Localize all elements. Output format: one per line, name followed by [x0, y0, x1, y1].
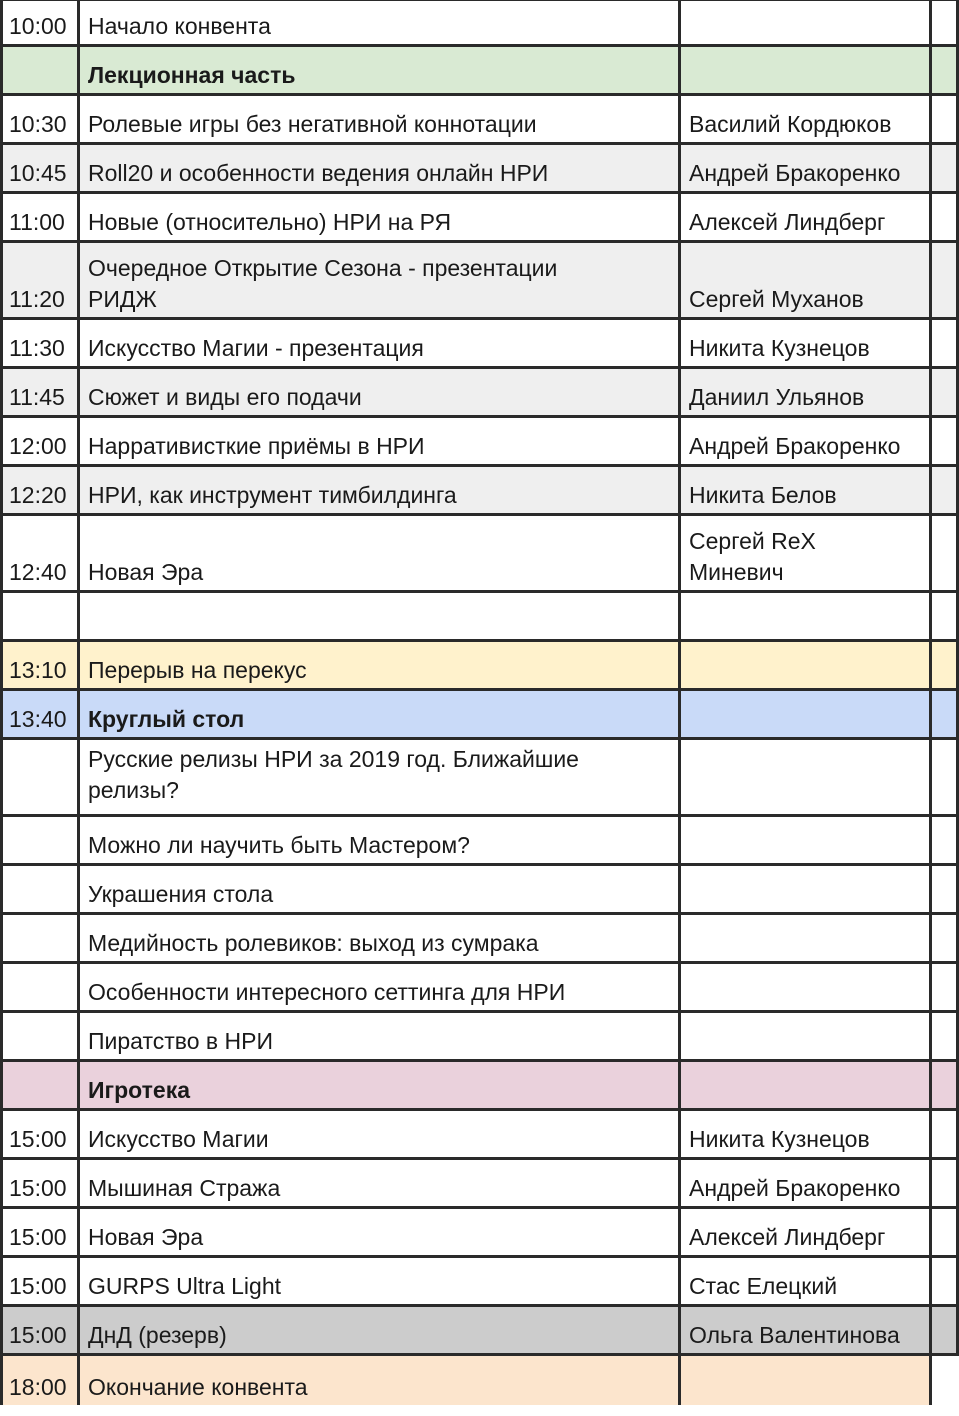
time-cell[interactable] — [0, 740, 77, 814]
section-title-cell[interactable]: Круглый стол — [77, 691, 678, 737]
title-cell[interactable]: Очередное Открытие Сезона - презентации РИДЖ — [77, 243, 678, 317]
title-cell[interactable]: Roll20 и особенности ведения онлайн НРИ — [77, 145, 678, 191]
title-cell[interactable]: Можно ли научить быть Мастером? — [77, 817, 678, 863]
extra-cell[interactable] — [929, 1307, 959, 1353]
speaker-cell[interactable] — [678, 740, 929, 814]
speaker-cell[interactable]: Никита Кузнецов — [678, 320, 929, 366]
table-row — [0, 1356, 959, 1405]
table-row — [0, 320, 959, 369]
speaker-cell[interactable] — [678, 47, 929, 93]
section-row-gamelibrary — [0, 1062, 959, 1111]
extra-cell[interactable] — [929, 1, 959, 44]
speaker-cell[interactable]: Стас Елецкий — [678, 1258, 929, 1304]
title-cell[interactable]: Перерыв на перекус — [77, 642, 678, 688]
extra-cell[interactable] — [929, 369, 959, 415]
speaker-cell[interactable] — [678, 1013, 929, 1059]
speaker-cell[interactable] — [678, 964, 929, 1010]
speaker-cell[interactable] — [678, 593, 929, 639]
extra-cell[interactable] — [929, 1062, 959, 1108]
title-cell[interactable]: Новая Эра — [77, 516, 678, 590]
speaker-cell[interactable] — [678, 1356, 929, 1405]
speaker-cell[interactable]: Сергей ReX Миневич — [678, 516, 929, 590]
title-cell[interactable]: Окончание конвента — [77, 1356, 678, 1405]
table-row — [0, 369, 959, 418]
extra-cell[interactable] — [929, 1013, 959, 1059]
speaker-cell[interactable] — [678, 1, 929, 44]
speaker-cell[interactable] — [678, 817, 929, 863]
extra-cell[interactable] — [929, 96, 959, 142]
time-cell[interactable] — [0, 866, 77, 912]
time-cell[interactable]: 11:30 — [0, 320, 77, 366]
time-cell[interactable]: 12:00 — [0, 418, 77, 464]
title-cell[interactable]: Сюжет и виды его подачи — [77, 369, 678, 415]
title-cell[interactable]: Пиратство в НРИ — [77, 1013, 678, 1059]
section-row-roundtable — [0, 691, 959, 740]
extra-cell[interactable] — [929, 740, 959, 814]
table-row — [0, 1209, 959, 1258]
speaker-cell[interactable] — [678, 1062, 929, 1108]
time-cell[interactable]: 15:00 — [0, 1160, 77, 1206]
table-row — [0, 145, 959, 194]
extra-cell[interactable] — [929, 467, 959, 513]
table-row — [0, 1013, 959, 1062]
extra-cell[interactable] — [929, 1160, 959, 1206]
time-cell[interactable]: 11:45 — [0, 369, 77, 415]
time-cell[interactable] — [0, 964, 77, 1010]
extra-cell[interactable] — [929, 817, 959, 863]
speaker-cell[interactable] — [678, 866, 929, 912]
table-row — [0, 866, 959, 915]
title-cell[interactable]: Новые (относительно) НРИ на РЯ — [77, 194, 678, 240]
speaker-cell[interactable]: Андрей Бракоренко — [678, 418, 929, 464]
time-cell[interactable]: 13:40 — [0, 691, 77, 737]
speaker-cell[interactable] — [678, 642, 929, 688]
table-row — [0, 467, 959, 516]
extra-cell[interactable] — [929, 145, 959, 191]
title-cell[interactable]: Медийность ролевиков: выход из сумрака — [77, 915, 678, 961]
time-cell[interactable] — [0, 47, 77, 93]
title-cell[interactable]: Ролевые игры без негативной коннотации — [77, 96, 678, 142]
extra-cell[interactable] — [929, 593, 959, 639]
title-cell[interactable]: Мышиная Стража — [77, 1160, 678, 1206]
break-row — [0, 642, 959, 691]
title-cell[interactable]: Искусство Магии - презентация — [77, 320, 678, 366]
extra-cell[interactable] — [929, 243, 959, 317]
extra-cell[interactable] — [929, 418, 959, 464]
time-cell[interactable]: 15:00 — [0, 1307, 77, 1353]
empty-row — [0, 593, 959, 642]
time-cell[interactable]: 10:00 — [0, 1, 77, 44]
section-title-cell[interactable]: Игротека — [77, 1062, 678, 1108]
time-cell[interactable]: 11:20 — [0, 243, 77, 317]
time-cell[interactable]: 12:40 — [0, 516, 77, 590]
time-cell[interactable] — [0, 915, 77, 961]
title-cell[interactable]: Искусство Магии — [77, 1111, 678, 1157]
extra-cell[interactable] — [929, 1111, 959, 1157]
extra-cell[interactable] — [929, 964, 959, 1010]
section-row-lectures — [0, 47, 959, 96]
speaker-cell[interactable]: Василий Кордюков — [678, 96, 929, 142]
table-row — [0, 243, 959, 320]
time-cell[interactable] — [0, 1062, 77, 1108]
title-cell[interactable]: ДнД (резерв) — [77, 1307, 678, 1353]
time-cell[interactable]: 15:00 — [0, 1111, 77, 1157]
time-cell[interactable] — [0, 593, 77, 639]
extra-cell[interactable] — [929, 915, 959, 961]
table-row — [0, 964, 959, 1013]
section-title-cell[interactable]: Лекционная часть — [77, 47, 678, 93]
table-row — [0, 1111, 959, 1160]
speaker-cell[interactable]: Алексей Линдберг — [678, 1209, 929, 1255]
extra-cell[interactable] — [929, 47, 959, 93]
extra-cell[interactable] — [929, 320, 959, 366]
extra-cell[interactable] — [929, 1209, 959, 1255]
title-cell[interactable]: Начало конвента — [77, 1, 678, 44]
time-cell[interactable] — [0, 817, 77, 863]
time-cell[interactable]: 10:30 — [0, 96, 77, 142]
extra-cell[interactable] — [929, 1356, 959, 1405]
time-cell[interactable]: 12:20 — [0, 467, 77, 513]
table-row — [0, 1307, 959, 1356]
time-cell[interactable]: 10:45 — [0, 145, 77, 191]
speaker-cell[interactable]: Андрей Бракоренко — [678, 1160, 929, 1206]
extra-cell[interactable] — [929, 516, 959, 590]
title-cell[interactable] — [77, 593, 678, 639]
time-cell[interactable]: 15:00 — [0, 1209, 77, 1255]
table-row — [0, 418, 959, 467]
time-cell[interactable]: 13:10 — [0, 642, 77, 688]
time-cell[interactable]: 18:00 — [0, 1356, 77, 1405]
table-row — [0, 1160, 959, 1209]
table-row — [0, 817, 959, 866]
speaker-cell[interactable]: Никита Белов — [678, 467, 929, 513]
title-cell[interactable]: НРИ, как инструмент тимбилдинга — [77, 467, 678, 513]
speaker-cell[interactable]: Сергей Муханов — [678, 243, 929, 317]
speaker-cell[interactable]: Алексей Линдберг — [678, 194, 929, 240]
table-row — [0, 96, 959, 145]
speaker-cell[interactable]: Андрей Бракоренко — [678, 145, 929, 191]
title-cell[interactable]: Украшения стола — [77, 866, 678, 912]
extra-cell[interactable] — [929, 194, 959, 240]
time-cell[interactable] — [0, 1013, 77, 1059]
table-row — [0, 1258, 959, 1307]
table-row — [0, 915, 959, 964]
time-cell[interactable]: 11:00 — [0, 194, 77, 240]
time-cell[interactable]: 15:00 — [0, 1258, 77, 1304]
table-row — [0, 516, 959, 593]
title-cell[interactable]: Русские релизы НРИ за 2019 год. Ближайшие релизы? — [77, 740, 678, 814]
title-cell[interactable]: Нарративисткие приёмы в НРИ — [77, 418, 678, 464]
table-row — [0, 194, 959, 243]
speaker-cell[interactable]: Ольга Валентинова — [678, 1307, 929, 1353]
title-cell[interactable]: Особенности интересного сеттинга для НРИ — [77, 964, 678, 1010]
speaker-cell[interactable]: Никита Кузнецов — [678, 1111, 929, 1157]
extra-cell[interactable] — [929, 1258, 959, 1304]
extra-cell[interactable] — [929, 691, 959, 737]
speaker-cell[interactable] — [678, 915, 929, 961]
speaker-cell[interactable] — [678, 691, 929, 737]
title-cell[interactable]: Новая Эра — [77, 1209, 678, 1255]
speaker-cell[interactable]: Даниил Ульянов — [678, 369, 929, 415]
extra-cell[interactable] — [929, 866, 959, 912]
extra-cell[interactable] — [929, 642, 959, 688]
table-row — [0, 0, 959, 47]
table-row — [0, 740, 959, 817]
title-cell[interactable]: GURPS Ultra Light — [77, 1258, 678, 1304]
